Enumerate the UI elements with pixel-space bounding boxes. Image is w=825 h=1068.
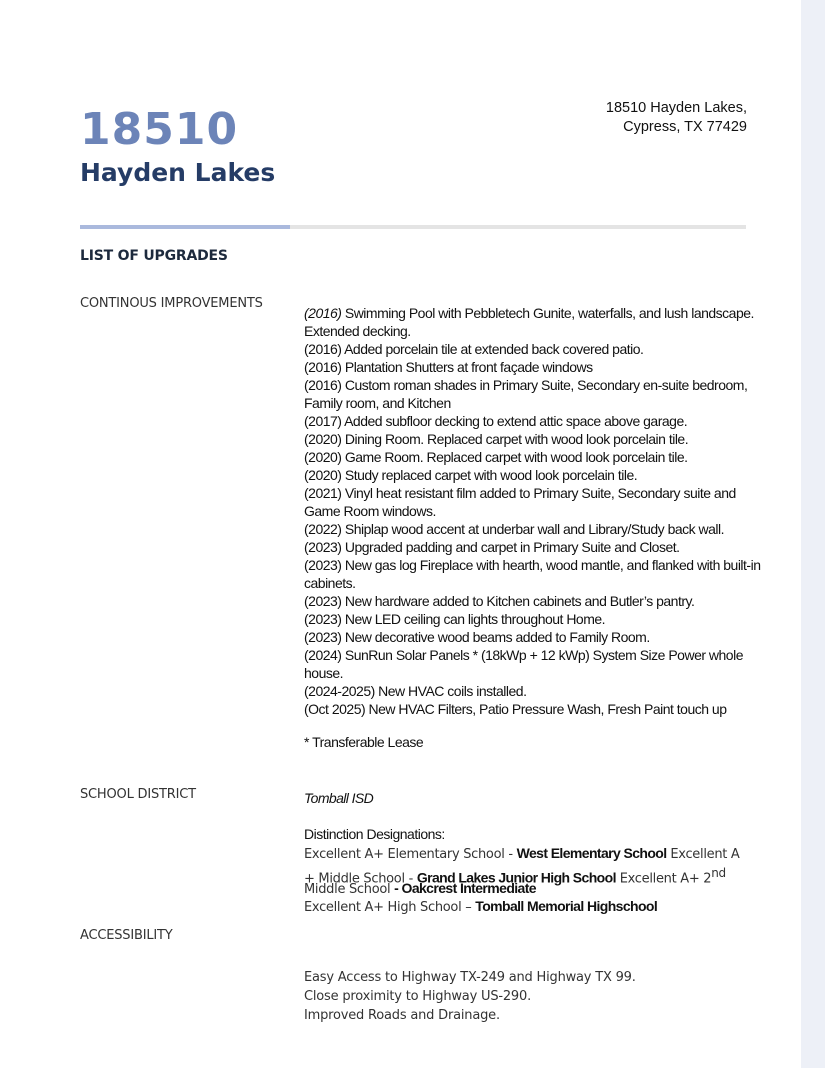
improvement-item: (2023) New LED ceiling can lights throughout Home. [304,611,606,627]
address-line-2: Cypress, TX 77429 [623,119,747,135]
improvement-year: (2016) [304,305,342,321]
school-line-middle [304,880,536,897]
improvement-text: Swimming Pool with Pebbletech Gunite, waterfalls, and lush landscape. Extended decking. [304,305,754,339]
school-line-prefix: Excellent A+ High School – [304,900,476,915]
accessibility-list [304,968,636,1025]
accessibility-item: Close proximity to Highway US-290. [304,989,532,1004]
school-line-prefix: + Middle School - [304,871,417,887]
improvement-item: (2016) Added porcelain tile at extended back covered patio. [304,341,644,357]
property-number-title: 18510 [80,104,239,155]
improvement-item: (2024) SunRun Solar Panels * (18kWp + 12 kWp) System Size Power whole house. [304,647,743,681]
school-line-high [304,898,657,915]
address-line-1: 18510 Hayden Lakes, [605,100,747,116]
improvement-item [304,304,764,340]
improvement-item: (2017) Added subfloor decking to extend attic space above garage. [304,413,688,429]
improvement-item: (2020) Game Room. Replaced carpet with wood look porcelain tile. [304,449,688,465]
school-district-label: SCHOOL DISTRICT [80,787,196,802]
ordinal-suffix: nd [711,866,726,880]
improvement-item: (Oct 2025) New HVAC Filters, Patio Pressure Wash, Fresh Paint touch up [304,701,727,717]
improvement-item: (2020) Dining Room. Replaced carpet with wood look porcelain tile. [304,431,689,447]
improvement-item: (2021) Vinyl heat resistant film added to Primary Suite, Secondary suite and Game Room windows. [304,485,736,519]
improvements-label: CONTINOUS IMPROVEMENTS [80,296,263,311]
improvements-list [304,304,764,718]
divider-accent [80,225,290,229]
school-line-suffix: Excellent A [666,847,740,862]
school-district-name: Tomball ISD [304,790,374,806]
middle-school-name: - Oakcrest Intermediate [394,880,536,896]
improvement-item: (2023) New hardware added to Kitchen cabinets and Butler’s pantry. [304,593,695,609]
improvement-item: (2016) Custom roman shades in Primary Suite, Secondary en-suite bedroom, Family room, and Kitchen [304,377,748,411]
property-address [606,99,747,137]
page-edge-strip [801,0,825,1068]
improvement-item: (2020) Study replaced carpet with wood look porcelain tile. [304,467,638,483]
accessibility-item: Improved Roads and Drainage. [304,1008,500,1023]
improvement-item: (2023) New decorative wood beams added to Family Room. [304,629,650,645]
school-line-suffix: Excellent A+ 2 [615,871,712,887]
improvement-item: (2022) Shiplap wood accent at underbar wall and Library/Study back wall. (2023) Upgraded padding and carpet in Primary Suite and Closet. [304,521,725,555]
divider-line [290,225,746,229]
property-street-title: Hayden Lakes [80,158,276,187]
school-line-prefix: Excellent A+ Elementary School - [304,847,517,862]
improvement-item: (2023) New gas log Fireplace with hearth, wood mantle, and flanked with built-in cabinets. [304,557,761,591]
school-line-prefix: Middle School [304,882,395,897]
high-school-name: Tomball Memorial Highschool [475,898,658,914]
junior-high-school-name: Grand Lakes Junior High School [416,869,616,886]
accessibility-item: Easy Access to Highway TX-249 and Highway TX 99. [304,970,636,985]
transferable-lease-footnote: * Transferable Lease [304,734,424,750]
section-heading: LIST OF UPGRADES [80,248,228,264]
accessibility-label: ACCESSIBILITY [80,928,173,943]
improvement-item: (2016) Plantation Shutters at front façade windows [304,359,593,375]
improvement-item: (2024-2025) New HVAC coils installed. [304,683,527,699]
school-line-elementary [304,845,740,862]
elementary-school-name: West Elementary School [516,845,667,861]
distinction-heading: Distinction Designations: [304,826,445,842]
